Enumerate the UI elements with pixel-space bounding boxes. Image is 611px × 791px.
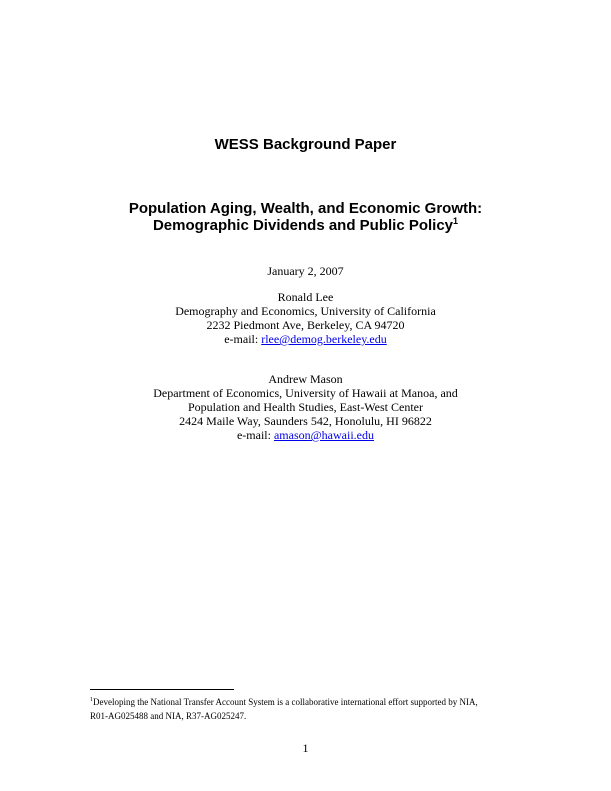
author-1-name: Ronald Lee xyxy=(277,290,334,304)
author-2-email-label: e-mail: xyxy=(236,428,274,442)
paper-date: January 2, 2007 xyxy=(267,264,344,278)
author-1-email-line xyxy=(0,332,611,346)
page-number: 1 xyxy=(302,741,309,755)
author-2-email-link[interactable]: amason@hawaii.edu xyxy=(273,428,374,442)
series-title: WESS Background Paper xyxy=(214,136,397,153)
footnote-separator xyxy=(90,689,234,690)
author-2-affiliation-line-2: Population and Health Studies, East-West Center xyxy=(188,400,423,414)
author-1-email-label: e-mail: xyxy=(224,332,262,346)
footnote-line-1 xyxy=(90,696,530,709)
paper-title-line-1: Population Aging, Wealth, and Economic Growth: xyxy=(128,200,483,217)
author-1-affiliation: Demography and Economics, University of California xyxy=(175,304,436,318)
footnote-text-1: Developing the National Transfer Account System is a collaborative international effort supported by NIA, xyxy=(93,697,478,707)
author-2-email-line xyxy=(0,428,611,442)
author-2-affiliation-line-1: Department of Economics, University of Hawaii at Manoa, and xyxy=(153,386,458,400)
author-1-email-link[interactable]: rlee@demog.berkeley.edu xyxy=(261,332,387,346)
paper-title-text: Demographic Dividends and Public Policy xyxy=(152,217,454,234)
author-2-name: Andrew Mason xyxy=(268,372,343,386)
author-2-address: 2424 Maile Way, Saunders 542, Honolulu, HI 96822 xyxy=(179,414,432,428)
paper-title-line-2 xyxy=(0,217,611,235)
author-1-address: 2232 Piedmont Ave, Berkeley, CA 94720 xyxy=(206,318,405,332)
title-footnote-marker[interactable]: 1 xyxy=(453,216,459,226)
footnote-marker: 1 xyxy=(90,697,93,703)
footnote-line-2: R01-AG025488 and NIA, R37-AG025247. xyxy=(90,711,247,721)
